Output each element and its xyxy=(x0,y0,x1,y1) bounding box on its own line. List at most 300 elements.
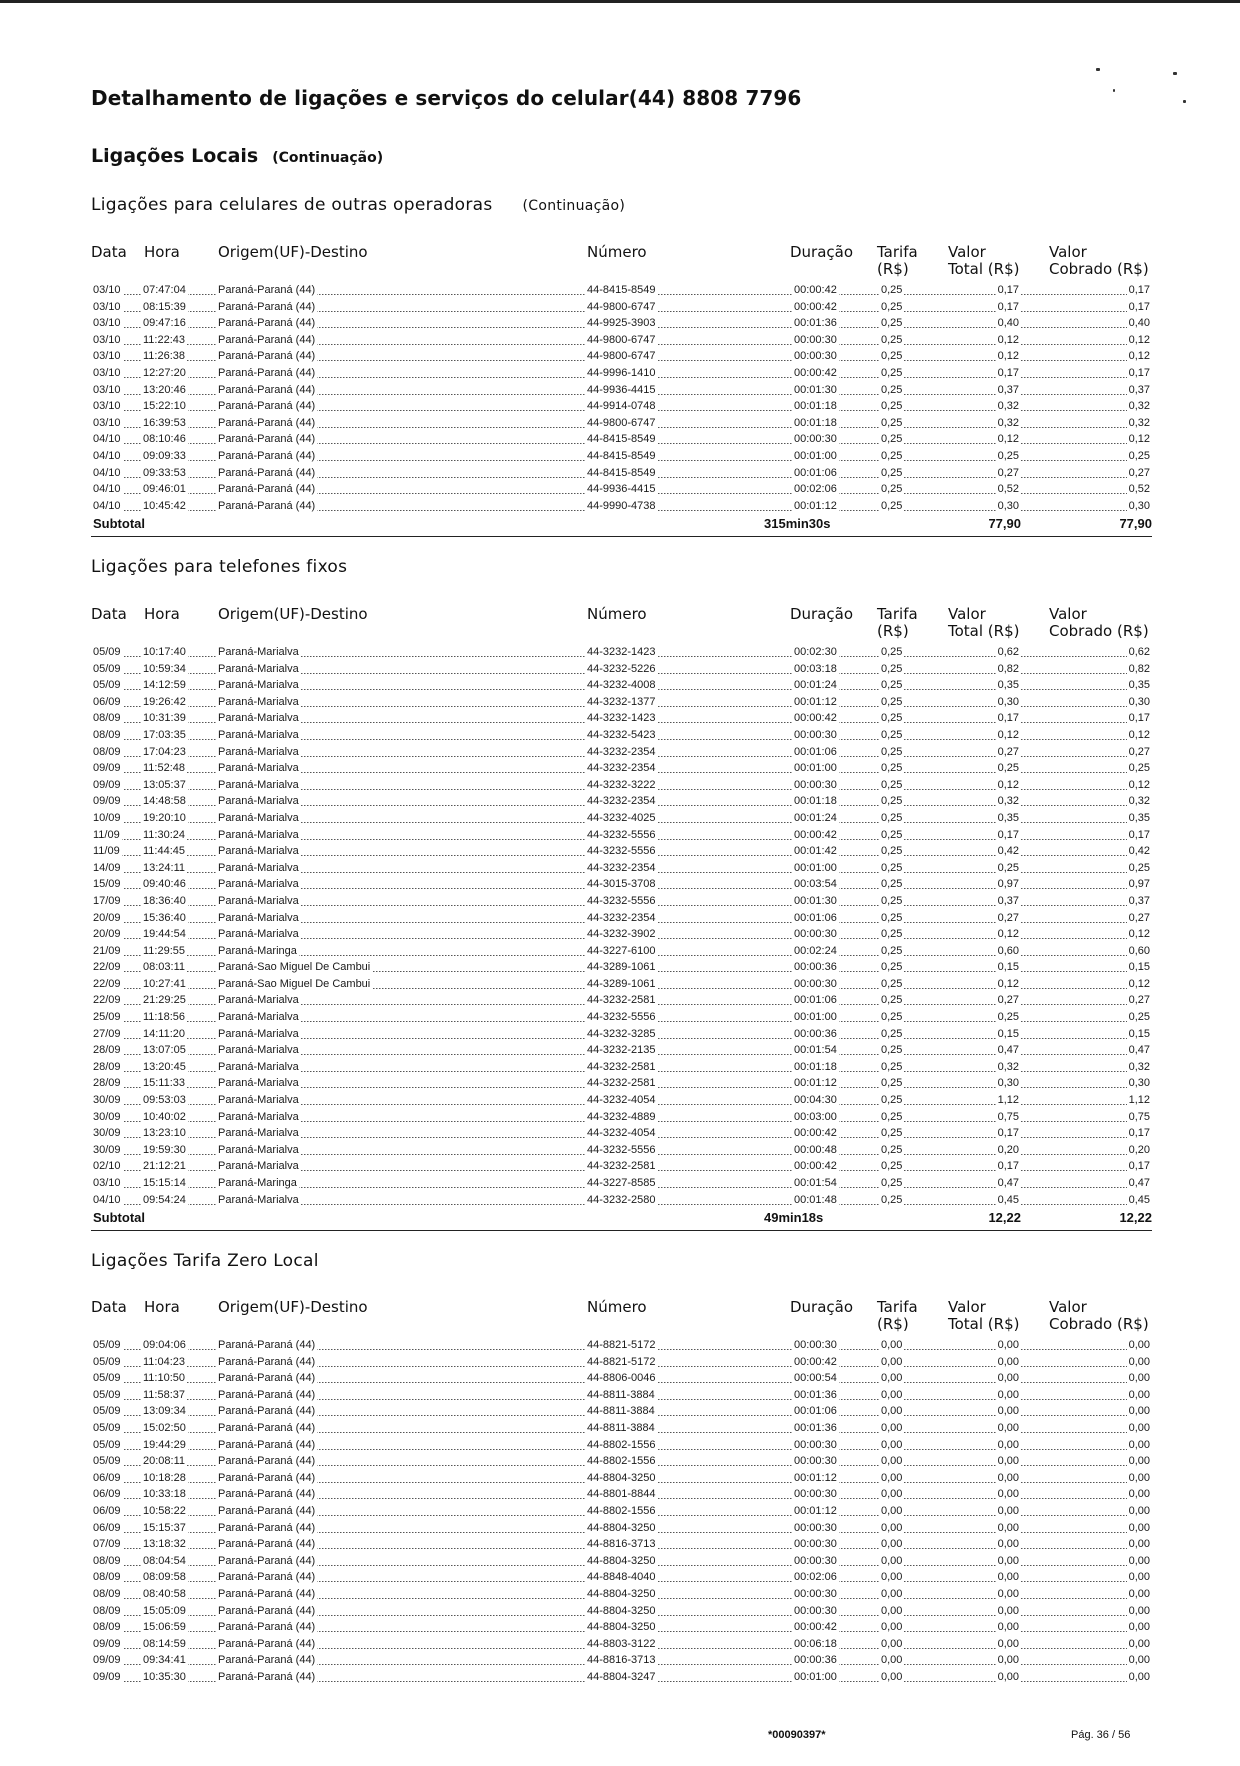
cell-duracao: 00:01:54 xyxy=(792,1175,839,1192)
cell-valor-total: 0,25 xyxy=(996,760,1021,777)
cell-numero: 44-3232-5556 xyxy=(585,843,658,860)
cell-valor-total: 0,30 xyxy=(996,694,1021,711)
cell-origem: Paraná-Paraná (44) xyxy=(216,1619,317,1636)
cell-data: 20/09 xyxy=(91,910,123,927)
cell-data: 02/10 xyxy=(91,1158,123,1175)
cell-origem: Paraná-Paraná (44) xyxy=(216,1337,317,1354)
table-row xyxy=(91,1075,1152,1092)
cell-valor-cobrado: 0,00 xyxy=(1127,1486,1152,1503)
cell-origem: Paraná-Marialva xyxy=(216,793,301,810)
cell-hora: 11:22:43 xyxy=(141,332,187,349)
tarifa-zero-table xyxy=(91,1295,1152,1685)
cell-valor-total: 0,00 xyxy=(996,1503,1021,1520)
cell-duracao: 00:00:42 xyxy=(792,710,839,727)
col-hora: Hora xyxy=(144,605,180,623)
cell-valor-total: 0,30 xyxy=(996,1075,1021,1092)
cell-duracao: 00:01:18 xyxy=(792,793,839,810)
cell-tarifa: 0,25 xyxy=(879,348,904,365)
cell-valor-cobrado: 0,00 xyxy=(1127,1669,1152,1686)
cell-tarifa: 0,25 xyxy=(879,710,904,727)
cell-origem: Paraná-Paraná (44) xyxy=(216,365,317,382)
cell-valor-cobrado: 0,00 xyxy=(1127,1603,1152,1620)
cell-tarifa: 0,25 xyxy=(879,827,904,844)
col-valor-cobrado xyxy=(1049,1299,1149,1333)
cell-valor-total: 0,00 xyxy=(996,1453,1021,1470)
cell-hora: 15:05:09 xyxy=(141,1603,188,1620)
fixos-title: Ligações para telefones fixos xyxy=(91,557,348,577)
cell-valor-cobrado: 0,00 xyxy=(1127,1453,1152,1470)
cell-numero: 44-9800-6747 xyxy=(585,299,658,316)
col-valor-total-label2: Total (R$) xyxy=(948,622,1020,640)
cell-valor-cobrado: 0,00 xyxy=(1127,1619,1152,1636)
cell-valor-cobrado: 0,47 xyxy=(1127,1175,1152,1192)
cell-hora: 11:29:55 xyxy=(141,943,187,960)
col-origem: Origem(UF)-Destino xyxy=(218,1298,368,1316)
table-row xyxy=(91,943,1152,960)
table-row xyxy=(91,465,1152,482)
cell-origem: Paraná-Marialva xyxy=(216,760,301,777)
cell-hora: 15:36:40 xyxy=(141,910,188,927)
cell-duracao: 00:00:30 xyxy=(792,1586,839,1603)
cell-numero: 44-3232-2581 xyxy=(585,992,658,1009)
cell-valor-cobrado: 0,25 xyxy=(1127,448,1152,465)
table-row xyxy=(91,1586,1152,1603)
table-row xyxy=(91,1009,1152,1026)
table-row xyxy=(91,1109,1152,1126)
cell-duracao: 00:00:30 xyxy=(792,1486,839,1503)
cell-origem: Paraná-Marialva xyxy=(216,1042,301,1059)
cell-origem: Paraná-Paraná (44) xyxy=(216,1536,317,1553)
cell-hora: 15:22:10 xyxy=(141,398,188,415)
col-duracao: Duração xyxy=(790,605,854,623)
cell-numero: 44-3232-5423 xyxy=(585,727,658,744)
cell-origem: Paraná-Paraná (44) xyxy=(216,282,317,299)
cell-valor-cobrado: 0,25 xyxy=(1127,760,1152,777)
cell-hora: 14:11:20 xyxy=(141,1026,187,1043)
cell-hora: 14:48:58 xyxy=(141,793,188,810)
cell-origem: Paraná-Paraná (44) xyxy=(216,332,317,349)
cell-tarifa: 0,25 xyxy=(879,1042,904,1059)
cell-data: 30/09 xyxy=(91,1109,123,1126)
cell-valor-cobrado: 0,47 xyxy=(1127,1042,1152,1059)
table-row xyxy=(91,876,1152,893)
cell-tarifa: 0,25 xyxy=(879,661,904,678)
cell-tarifa: 0,25 xyxy=(879,677,904,694)
cell-origem: Paraná-Paraná (44) xyxy=(216,1603,317,1620)
cell-origem: Paraná-Paraná (44) xyxy=(216,1669,317,1686)
cell-numero: 44-3232-2354 xyxy=(585,910,658,927)
cell-tarifa: 0,25 xyxy=(879,481,904,498)
cell-tarifa: 0,25 xyxy=(879,1059,904,1076)
table-row xyxy=(91,1370,1152,1387)
section-title-text: Ligações Locais xyxy=(91,145,259,167)
cell-valor-total: 0,32 xyxy=(996,415,1021,432)
cell-origem: Paraná-Marialva xyxy=(216,827,301,844)
cell-tarifa: 0,00 xyxy=(879,1486,904,1503)
cell-origem: Paraná-Paraná (44) xyxy=(216,465,317,482)
cell-tarifa: 0,25 xyxy=(879,398,904,415)
cell-origem: Paraná-Marialva xyxy=(216,860,301,877)
cell-tarifa: 0,00 xyxy=(879,1337,904,1354)
cell-data: 05/09 xyxy=(91,1420,123,1437)
cell-tarifa: 0,00 xyxy=(879,1470,904,1487)
cell-data: 03/10 xyxy=(91,348,123,365)
col-valor-total-label2: Total (R$) xyxy=(948,260,1020,278)
table-header xyxy=(91,602,1152,644)
cell-origem: Paraná-Paraná (44) xyxy=(216,382,317,399)
col-valor-cobrado-label2: Cobrado (R$) xyxy=(1049,622,1149,640)
cell-hora: 13:05:37 xyxy=(141,777,188,794)
cell-hora: 19:26:42 xyxy=(141,694,188,711)
table-rows xyxy=(91,282,1152,514)
table-row xyxy=(91,1403,1152,1420)
cell-numero: 44-9936-4415 xyxy=(585,481,658,498)
col-numero: Número xyxy=(587,605,647,623)
cell-hora: 10:59:34 xyxy=(141,661,188,678)
cell-data: 05/09 xyxy=(91,644,123,661)
cell-data: 08/09 xyxy=(91,1553,123,1570)
col-valor-cobrado-label1: Valor xyxy=(1049,1298,1087,1316)
cell-numero: 44-3232-1423 xyxy=(585,644,658,661)
table-row xyxy=(91,1520,1152,1537)
cell-numero: 44-3227-6100 xyxy=(585,943,658,960)
cell-duracao: 00:00:30 xyxy=(792,1520,839,1537)
cell-valor-total: 0,60 xyxy=(996,943,1021,960)
cell-origem: Paraná-Marialva xyxy=(216,910,301,927)
col-hora: Hora xyxy=(144,1298,180,1316)
table-row xyxy=(91,1059,1152,1076)
cell-hora: 13:23:10 xyxy=(141,1125,188,1142)
cell-hora: 15:15:14 xyxy=(141,1175,188,1192)
cell-origem: Paraná-Paraná (44) xyxy=(216,498,317,515)
cell-data: 04/10 xyxy=(91,1192,123,1209)
col-valor-cobrado xyxy=(1049,606,1149,640)
cell-origem: Paraná-Paraná (44) xyxy=(216,1503,317,1520)
table-row xyxy=(91,827,1152,844)
cell-hora: 13:20:46 xyxy=(141,382,188,399)
cell-duracao: 00:01:36 xyxy=(792,315,839,332)
cell-duracao: 00:00:36 xyxy=(792,1026,839,1043)
table-row xyxy=(91,644,1152,661)
cell-numero: 44-8821-5172 xyxy=(585,1337,658,1354)
cell-data: 05/09 xyxy=(91,1453,123,1470)
cell-numero: 44-3232-3902 xyxy=(585,926,658,943)
cell-data: 06/09 xyxy=(91,1520,123,1537)
cell-valor-total: 0,12 xyxy=(996,727,1021,744)
cell-duracao: 00:00:30 xyxy=(792,348,839,365)
col-valor-cobrado-label1: Valor xyxy=(1049,243,1087,261)
col-valor-cobrado-label2: Cobrado (R$) xyxy=(1049,260,1149,278)
cell-numero: 44-9800-6747 xyxy=(585,415,658,432)
cell-duracao: 00:00:42 xyxy=(792,282,839,299)
cell-duracao: 00:00:30 xyxy=(792,976,839,993)
table-row xyxy=(91,710,1152,727)
cell-numero: 44-3015-3708 xyxy=(585,876,658,893)
cell-origem: Paraná-Paraná (44) xyxy=(216,1586,317,1603)
cell-valor-total: 0,00 xyxy=(996,1553,1021,1570)
cell-valor-cobrado: 0,17 xyxy=(1127,282,1152,299)
cell-duracao: 00:02:06 xyxy=(792,481,839,498)
cell-tarifa: 0,25 xyxy=(879,299,904,316)
table-row xyxy=(91,1619,1152,1636)
scan-speck xyxy=(1183,100,1186,103)
cell-numero: 44-3289-1061 xyxy=(585,976,658,993)
cell-valor-total: 0,00 xyxy=(996,1470,1021,1487)
subtotal-duracao: 315min30s xyxy=(764,516,831,532)
cell-valor-cobrado: 0,00 xyxy=(1127,1470,1152,1487)
cell-numero: 44-8804-3250 xyxy=(585,1520,658,1537)
cell-valor-cobrado: 0,20 xyxy=(1127,1142,1152,1159)
table-row xyxy=(91,1387,1152,1404)
table-row xyxy=(91,315,1152,332)
cell-data: 06/09 xyxy=(91,1486,123,1503)
table-row xyxy=(91,727,1152,744)
cell-tarifa: 0,00 xyxy=(879,1669,904,1686)
col-duracao: Duração xyxy=(790,1298,854,1316)
cell-tarifa: 0,25 xyxy=(879,843,904,860)
cell-data: 17/09 xyxy=(91,893,123,910)
cell-valor-cobrado: 0,12 xyxy=(1127,431,1152,448)
cell-valor-cobrado: 0,40 xyxy=(1127,315,1152,332)
cell-numero: 44-8806-0046 xyxy=(585,1370,658,1387)
cell-numero: 44-8811-3884 xyxy=(585,1420,657,1437)
col-data: Data xyxy=(91,1298,127,1316)
cell-valor-cobrado: 0,00 xyxy=(1127,1337,1152,1354)
cell-data: 30/09 xyxy=(91,1142,123,1159)
cell-valor-total: 0,00 xyxy=(996,1652,1021,1669)
cell-hora: 10:18:28 xyxy=(141,1470,188,1487)
cell-origem: Paraná-Marialva xyxy=(216,1192,301,1209)
cell-origem: Paraná-Maringa xyxy=(216,943,299,960)
cell-tarifa: 0,00 xyxy=(879,1354,904,1371)
cell-origem: Paraná-Sao Miguel De Cambui xyxy=(216,976,372,993)
cell-valor-total: 0,25 xyxy=(996,448,1021,465)
cell-numero: 44-3232-4889 xyxy=(585,1109,658,1126)
cell-hora: 11:10:50 xyxy=(141,1370,187,1387)
col-hora: Hora xyxy=(144,243,180,261)
cell-valor-total: 0,25 xyxy=(996,1009,1021,1026)
cell-origem: Paraná-Marialva xyxy=(216,1059,301,1076)
cell-hora: 19:59:30 xyxy=(141,1142,188,1159)
cell-tarifa: 0,25 xyxy=(879,1109,904,1126)
cell-valor-cobrado: 0,00 xyxy=(1127,1387,1152,1404)
cell-valor-total: 0,35 xyxy=(996,677,1021,694)
cell-duracao: 00:01:30 xyxy=(792,893,839,910)
cell-duracao: 00:00:30 xyxy=(792,926,839,943)
cell-valor-total: 0,12 xyxy=(996,926,1021,943)
cell-data: 09/09 xyxy=(91,1652,123,1669)
footer-page-number: Pág. 36 / 56 xyxy=(1071,1729,1131,1741)
table-row xyxy=(91,777,1152,794)
cell-origem: Paraná-Marialva xyxy=(216,744,301,761)
cell-duracao: 00:01:00 xyxy=(792,1009,839,1026)
cell-hora: 11:30:24 xyxy=(141,827,187,844)
cell-data: 09/09 xyxy=(91,793,123,810)
cell-origem: Paraná-Paraná (44) xyxy=(216,1636,317,1653)
cell-numero: 44-3232-2580 xyxy=(585,1192,658,1209)
cell-duracao: 00:00:30 xyxy=(792,1453,839,1470)
cell-hora: 09:53:03 xyxy=(141,1092,188,1109)
cell-valor-cobrado: 0,12 xyxy=(1127,332,1152,349)
cell-duracao: 00:01:12 xyxy=(792,1470,839,1487)
col-tarifa xyxy=(877,244,918,278)
table-row xyxy=(91,348,1152,365)
cell-tarifa: 0,25 xyxy=(879,1026,904,1043)
cell-data: 08/09 xyxy=(91,1603,123,1620)
cell-tarifa: 0,25 xyxy=(879,744,904,761)
cell-data: 28/09 xyxy=(91,1042,123,1059)
cell-data: 06/09 xyxy=(91,1503,123,1520)
cell-data: 05/09 xyxy=(91,1337,123,1354)
cell-duracao: 00:01:12 xyxy=(792,498,839,515)
cell-tarifa: 0,00 xyxy=(879,1403,904,1420)
fixos-table xyxy=(91,602,1152,1231)
table-row xyxy=(91,1652,1152,1669)
cell-hora: 09:54:24 xyxy=(141,1192,188,1209)
cell-valor-total: 0,00 xyxy=(996,1636,1021,1653)
cell-duracao: 00:01:06 xyxy=(792,992,839,1009)
cell-tarifa: 0,00 xyxy=(879,1536,904,1553)
cell-data: 28/09 xyxy=(91,1075,123,1092)
col-valor-cobrado-label1: Valor xyxy=(1049,605,1087,623)
cell-tarifa: 0,00 xyxy=(879,1619,904,1636)
cell-numero: 44-8816-3713 xyxy=(585,1536,658,1553)
cell-valor-total: 0,12 xyxy=(996,976,1021,993)
table-row xyxy=(91,810,1152,827)
table-row xyxy=(91,1175,1152,1192)
cell-origem: Paraná-Marialva xyxy=(216,727,301,744)
cell-numero: 44-3232-3222 xyxy=(585,777,658,794)
cell-origem: Paraná-Marialva xyxy=(216,1009,301,1026)
cell-duracao: 00:02:06 xyxy=(792,1569,839,1586)
cell-duracao: 00:01:54 xyxy=(792,1042,839,1059)
table-row xyxy=(91,1669,1152,1686)
cell-valor-cobrado: 0,00 xyxy=(1127,1370,1152,1387)
cell-valor-total: 0,27 xyxy=(996,744,1021,761)
cell-valor-total: 0,47 xyxy=(996,1042,1021,1059)
col-numero: Número xyxy=(587,1298,647,1316)
cell-tarifa: 0,25 xyxy=(879,943,904,960)
cell-valor-cobrado: 0,12 xyxy=(1127,348,1152,365)
cell-numero: 44-3232-2354 xyxy=(585,793,658,810)
cell-data: 08/09 xyxy=(91,727,123,744)
cell-tarifa: 0,25 xyxy=(879,465,904,482)
cell-hora: 17:04:23 xyxy=(141,744,188,761)
cell-valor-total: 0,52 xyxy=(996,481,1021,498)
cell-origem: Paraná-Marialva xyxy=(216,1158,301,1175)
table-row xyxy=(91,959,1152,976)
cell-valor-total: 0,27 xyxy=(996,910,1021,927)
cell-hora: 16:39:53 xyxy=(141,415,188,432)
cell-hora: 08:09:58 xyxy=(141,1569,188,1586)
cell-data: 27/09 xyxy=(91,1026,123,1043)
col-duracao: Duração xyxy=(790,243,854,261)
cell-duracao: 00:01:00 xyxy=(792,860,839,877)
cell-valor-cobrado: 0,00 xyxy=(1127,1420,1152,1437)
cell-data: 05/09 xyxy=(91,661,123,678)
col-valor-total xyxy=(948,606,1019,640)
cell-hora: 19:20:10 xyxy=(141,810,188,827)
table-header xyxy=(91,1295,1152,1337)
cell-valor-cobrado: 0,00 xyxy=(1127,1536,1152,1553)
table-row xyxy=(91,448,1152,465)
cell-origem: Paraná-Paraná (44) xyxy=(216,415,317,432)
table-row xyxy=(91,415,1152,432)
cell-hora: 08:03:11 xyxy=(141,959,187,976)
table-row xyxy=(91,398,1152,415)
cell-origem: Paraná-Paraná (44) xyxy=(216,1553,317,1570)
table-row xyxy=(91,1536,1152,1553)
cell-numero: 44-3232-1423 xyxy=(585,710,658,727)
cell-hora: 09:46:01 xyxy=(141,481,188,498)
cell-duracao: 00:00:42 xyxy=(792,1125,839,1142)
col-tarifa-unit: (R$) xyxy=(877,622,909,640)
cell-tarifa: 0,25 xyxy=(879,332,904,349)
cell-valor-total: 0,37 xyxy=(996,382,1021,399)
cell-duracao: 00:01:42 xyxy=(792,843,839,860)
cell-duracao: 00:02:30 xyxy=(792,644,839,661)
cell-valor-total: 0,15 xyxy=(996,1026,1021,1043)
cell-valor-cobrado: 0,17 xyxy=(1127,710,1152,727)
cell-origem: Paraná-Marialva xyxy=(216,644,301,661)
scan-speck xyxy=(1096,68,1100,71)
cell-hora: 20:08:11 xyxy=(141,1453,187,1470)
cell-tarifa: 0,25 xyxy=(879,959,904,976)
cell-data: 09/09 xyxy=(91,777,123,794)
cell-valor-total: 0,75 xyxy=(996,1109,1021,1126)
cell-valor-cobrado: 0,00 xyxy=(1127,1652,1152,1669)
section-title xyxy=(91,145,383,167)
cell-data: 03/10 xyxy=(91,282,123,299)
cell-hora: 08:15:39 xyxy=(141,299,188,316)
cell-duracao: 00:03:18 xyxy=(792,661,839,678)
col-numero: Número xyxy=(587,243,647,261)
col-tarifa xyxy=(877,606,918,640)
cell-valor-total: 0,27 xyxy=(996,992,1021,1009)
cell-tarifa: 0,00 xyxy=(879,1569,904,1586)
table-row xyxy=(91,976,1152,993)
cell-duracao: 00:00:48 xyxy=(792,1142,839,1159)
cell-hora: 21:12:21 xyxy=(141,1158,188,1175)
cell-duracao: 00:01:00 xyxy=(792,1669,839,1686)
cell-hora: 11:44:45 xyxy=(141,843,187,860)
cell-duracao: 00:00:30 xyxy=(792,777,839,794)
cell-numero: 44-3232-4025 xyxy=(585,810,658,827)
cell-numero: 44-3232-4008 xyxy=(585,677,658,694)
cell-valor-total: 0,40 xyxy=(996,315,1021,332)
cell-origem: Paraná-Marialva xyxy=(216,810,301,827)
cell-origem: Paraná-Paraná (44) xyxy=(216,1403,317,1420)
scan-border xyxy=(0,0,1240,3)
cell-valor-cobrado: 0,25 xyxy=(1127,860,1152,877)
cell-origem: Paraná-Paraná (44) xyxy=(216,1486,317,1503)
col-valor-total xyxy=(948,1299,1019,1333)
cell-numero: 44-3232-5556 xyxy=(585,893,658,910)
cell-tarifa: 0,25 xyxy=(879,694,904,711)
cell-hora: 13:18:32 xyxy=(141,1536,188,1553)
cell-data: 05/09 xyxy=(91,1354,123,1371)
subtotal-valor-total: 12,22 xyxy=(988,1210,1021,1226)
cell-valor-total: 0,00 xyxy=(996,1669,1021,1686)
cell-duracao: 00:00:30 xyxy=(792,1536,839,1553)
cell-data: 05/09 xyxy=(91,1370,123,1387)
cell-valor-total: 0,00 xyxy=(996,1337,1021,1354)
cell-valor-cobrado: 0,12 xyxy=(1127,727,1152,744)
subtotal-valor-cobrado: 77,90 xyxy=(1119,516,1152,532)
cell-hora: 18:36:40 xyxy=(141,893,188,910)
table-row xyxy=(91,1437,1152,1454)
cell-numero: 44-8804-3250 xyxy=(585,1586,658,1603)
